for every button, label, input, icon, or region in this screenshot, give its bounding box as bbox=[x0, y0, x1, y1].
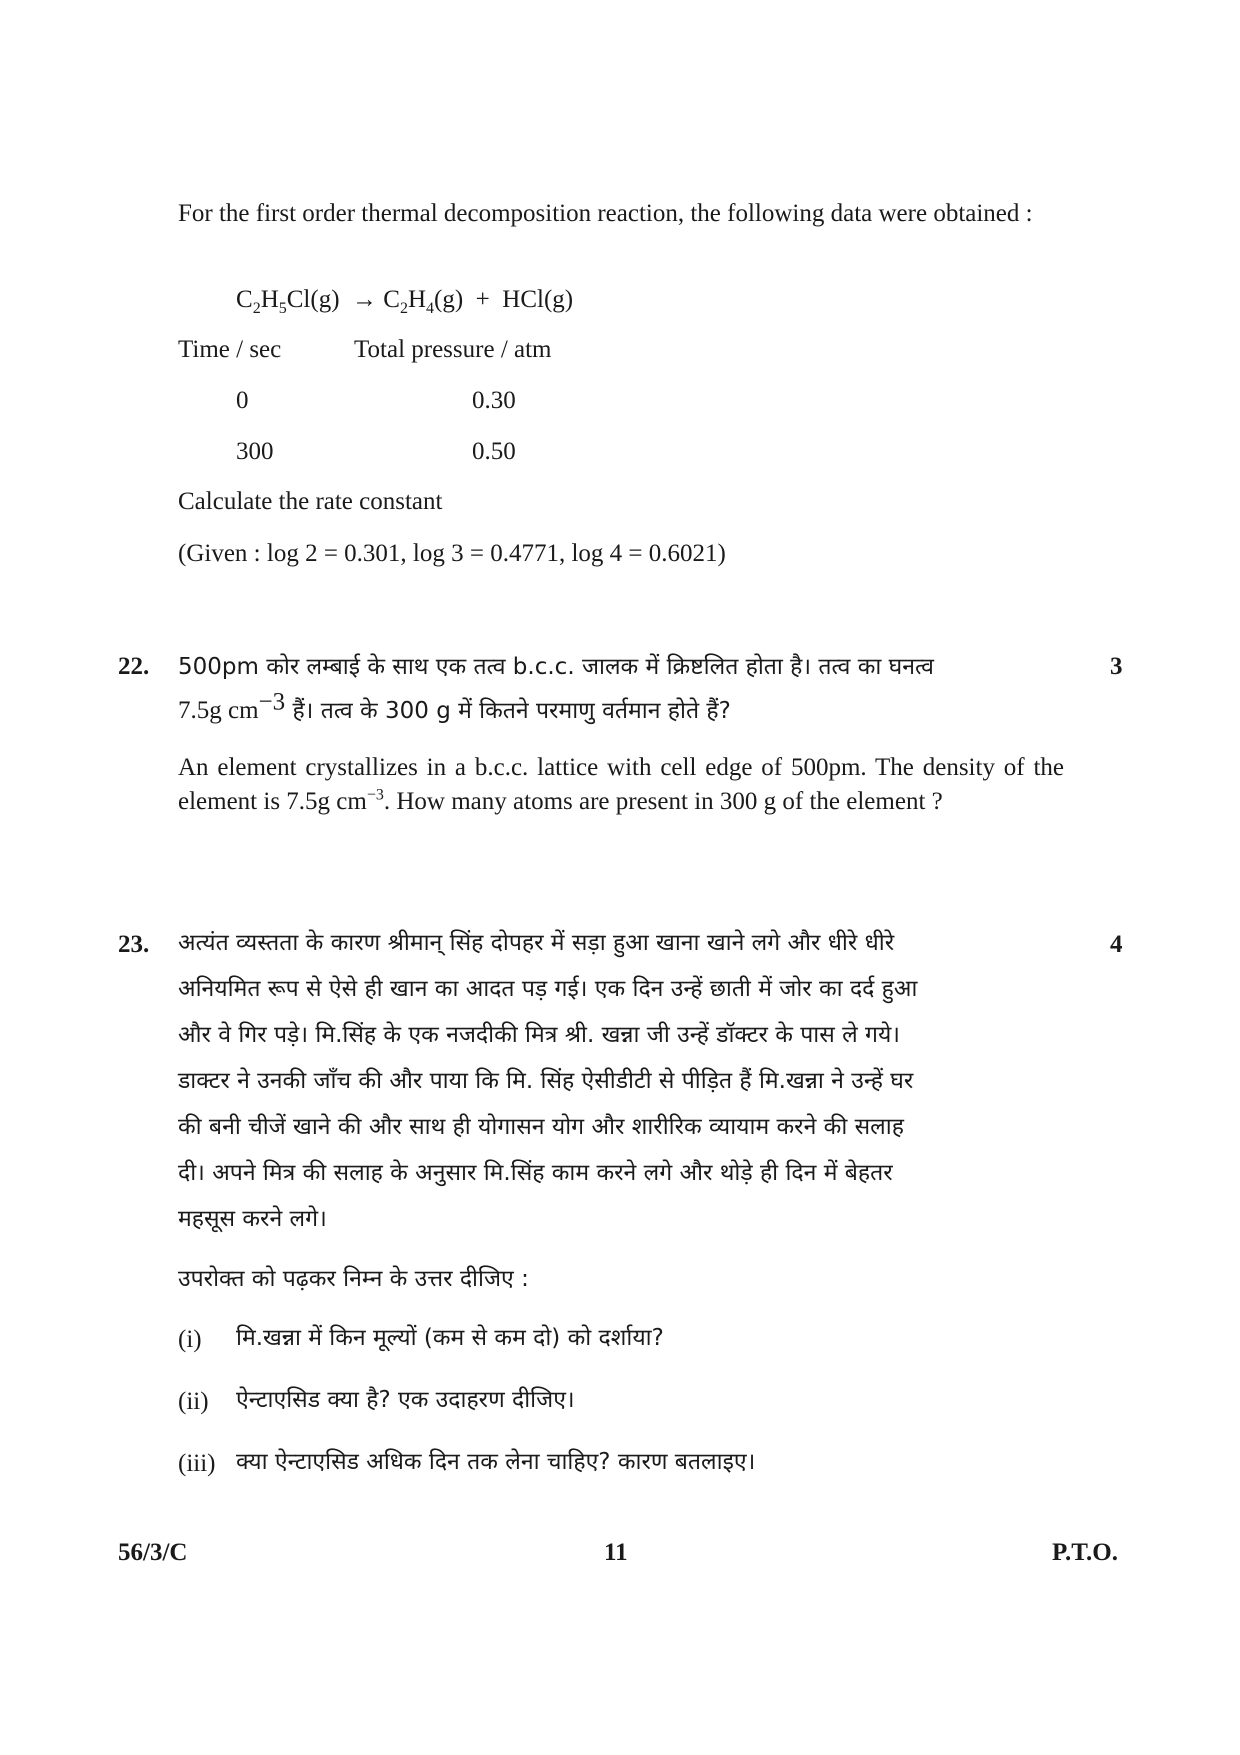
subquestion-label: (iii) bbox=[178, 1450, 216, 1477]
subquestion-label: (ii) bbox=[178, 1388, 209, 1415]
q23-para-line: अत्यंत व्यस्तता के कारण श्रीमान् सिंह दोपहर में सड़ा हुआ खाना खाने लगे और धीरे धीरे bbox=[178, 930, 895, 956]
table-cell-time: 300 bbox=[236, 438, 274, 465]
table-header-time: Time / sec bbox=[178, 336, 282, 363]
page-number: 11 bbox=[604, 1539, 628, 1566]
q23-marks: 4 bbox=[1110, 931, 1123, 958]
q22-english bbox=[178, 751, 1064, 819]
q22-hindi-line2-post: हैं। तत्व के 300 g में कितने परमाणु वर्तमान होते हैं? bbox=[285, 698, 731, 724]
subquestion-text: ऐन्टाएसिड क्या है? एक उदाहरण दीजिए। bbox=[236, 1387, 575, 1413]
q23-para-line: दी। अपने मित्र की सलाह के अनुसार मि.सिंह काम करने लगे और थोड़े ही दिन में बेहतर bbox=[178, 1160, 893, 1186]
table-cell-time: 0 bbox=[236, 387, 249, 414]
q22-hindi-line2-pre: 7.5g cm bbox=[178, 697, 259, 724]
q22-marks: 3 bbox=[1110, 653, 1123, 680]
q23-para-line: महसूस करने लगे। bbox=[178, 1206, 327, 1232]
q23-para-line: की बनी चीजें खाने की और साथ ही योगासन योग और शारीरिक व्यायाम करने की सलाह bbox=[178, 1114, 904, 1140]
q22-hindi-line2 bbox=[178, 688, 731, 728]
paper-code: 56/3/C bbox=[118, 1539, 188, 1566]
pto-label: P.T.O. bbox=[1052, 1539, 1118, 1566]
q21-reaction: $C_2H_5Cl(g) \to C_2H_4(g) + HCl(g)$ bbox=[236, 286, 574, 317]
q22-english-sup: −3 bbox=[366, 786, 384, 804]
subquestion-text: क्या ऐन्टाएसिड अधिक दिन तक लेना चाहिए? कारण बतलाइए। bbox=[236, 1449, 756, 1475]
q23-instruction: उपरोक्त को पढ़कर निम्न के उत्तर दीजिए : bbox=[178, 1266, 529, 1292]
q22-english-post: . How many atoms are present in 300 g of the element ? bbox=[383, 788, 943, 815]
q23-para-line: अनियमित रूप से ऐसे ही खान का आदत पड़ गई। एक दिन उन्हें छाती में जोर का दर्द हुआ bbox=[178, 976, 918, 1002]
q22-hindi-line2-sup: −3 bbox=[258, 688, 286, 716]
q23-number: 23. bbox=[118, 931, 150, 958]
q21-intro: For the first order thermal decomposition reaction, the following data were obtained : bbox=[178, 200, 1033, 227]
subquestion-label: (i) bbox=[178, 1326, 202, 1353]
q22-english-pre: An element crystallizes in a b.c.c. lattice with cell edge of 500pm. The density of the element is 7.5g cm bbox=[178, 754, 1064, 815]
table-cell-pressure: 0.50 bbox=[472, 438, 516, 465]
q22-hindi-line1: 500pm कोर लम्बाई के साथ एक तत्व b.c.c. जालक में क्रिष्टलित होता है। तत्व का घनत्व bbox=[178, 654, 934, 680]
table-header-pressure: Total pressure / atm bbox=[354, 336, 552, 363]
q23-para-line: डाक्टर ने उनकी जाँच की और पाया कि मि. सिंह ऐसीडीटी से पीड़ित हैं मि.खन्ना ने उन्हें घर bbox=[178, 1068, 914, 1094]
subquestion-text: मि.खन्ना में किन मूल्यों (कम से कम दो) को दर्शाया? bbox=[236, 1325, 664, 1351]
q21-ask: Calculate the rate constant bbox=[178, 488, 443, 515]
q21-given: (Given : log 2 = 0.301, log 3 = 0.4771, log 4 = 0.6021) bbox=[178, 540, 726, 567]
q23-para-line: और वे गिर पड़े। मि.सिंह के एक नजदीकी मित्र श्री. खन्ना जी उन्हें डॉक्टर के पास ले गये। bbox=[178, 1022, 901, 1048]
table-cell-pressure: 0.30 bbox=[472, 387, 516, 414]
q22-number: 22. bbox=[118, 653, 150, 680]
